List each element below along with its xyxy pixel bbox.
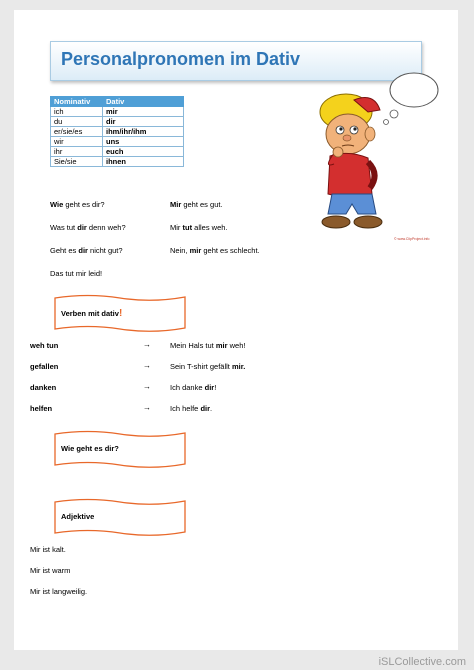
table-row (51, 137, 184, 147)
table-row (51, 157, 184, 167)
dialogue-line: Mir geht es gut. (170, 200, 223, 209)
question-banner (50, 429, 190, 469)
table-cell: ihnen (103, 157, 184, 167)
arrow-icon: → (143, 403, 151, 412)
table-cell: uns (103, 137, 184, 147)
exclamation-mark: ! (118, 308, 123, 319)
table-cell: er/sie/es (51, 127, 103, 137)
table-header: Nominativ (51, 97, 103, 107)
table-row (51, 147, 184, 157)
table-cell: Sie/sie (51, 157, 103, 167)
table-cell: ich (51, 107, 103, 117)
verbs-banner (50, 293, 190, 333)
adjective-sentence: Mir ist kalt. (30, 545, 66, 554)
dialogue-line: Geht es dir nicht gut? (50, 246, 123, 255)
verb-label: weh tun (30, 341, 59, 350)
adjectives-banner (50, 497, 190, 537)
image-credit: © www.ClipProject.info (394, 237, 430, 241)
verb-example: Ich helfe dir. (170, 404, 213, 413)
dialogue-line: Mir tut alles weh. (170, 223, 228, 232)
verb-label: helfen (30, 404, 53, 413)
table-row (51, 117, 184, 127)
banner-label: Verben mit dativ (61, 309, 119, 318)
dialogue-line: Was tut dir denn weh? (50, 223, 126, 232)
dialogue-line: Das tut mir leid! (50, 269, 103, 278)
adjective-sentence: Mir ist langweilig. (30, 587, 88, 596)
verb-example: Mein Hals tut mir weh! (170, 341, 246, 350)
table-row (51, 107, 184, 117)
table-header: Dativ (103, 97, 184, 107)
table-cell: dir (103, 117, 184, 127)
verb-label: gefallen (30, 362, 59, 371)
verb-example: Ich danke dir! (170, 383, 217, 392)
table-cell: euch (103, 147, 184, 157)
arrow-icon: → (143, 382, 151, 391)
banner-label: Wie geht es dir? (61, 444, 119, 453)
page-title: Personalpronomen im Dativ (61, 49, 301, 69)
pronoun-table (50, 96, 184, 167)
table-cell: wir (51, 137, 103, 147)
banner-label: Adjektive (61, 512, 95, 521)
table-cell: ihm/ihr/ihm (103, 127, 184, 137)
dialogue-line: Nein, mir geht es schlecht. (170, 246, 260, 255)
table-cell: mir (103, 107, 184, 117)
thinking-boy-illustration (306, 72, 446, 242)
arrow-icon: → (143, 361, 151, 370)
verb-example: Sein T-shirt gefällt mir. (170, 362, 246, 371)
dialogue-line: Wie geht es dir? (50, 200, 105, 209)
site-watermark: iSLCollective.com (378, 656, 466, 668)
verb-label: danken (30, 383, 57, 392)
table-cell: ihr (51, 147, 103, 157)
table-cell: du (51, 117, 103, 127)
table-row (51, 127, 184, 137)
worksheet-page (14, 10, 458, 650)
table-header-row (51, 97, 184, 107)
adjective-sentence: Mir ist warm (30, 566, 71, 575)
arrow-icon: → (143, 340, 151, 349)
